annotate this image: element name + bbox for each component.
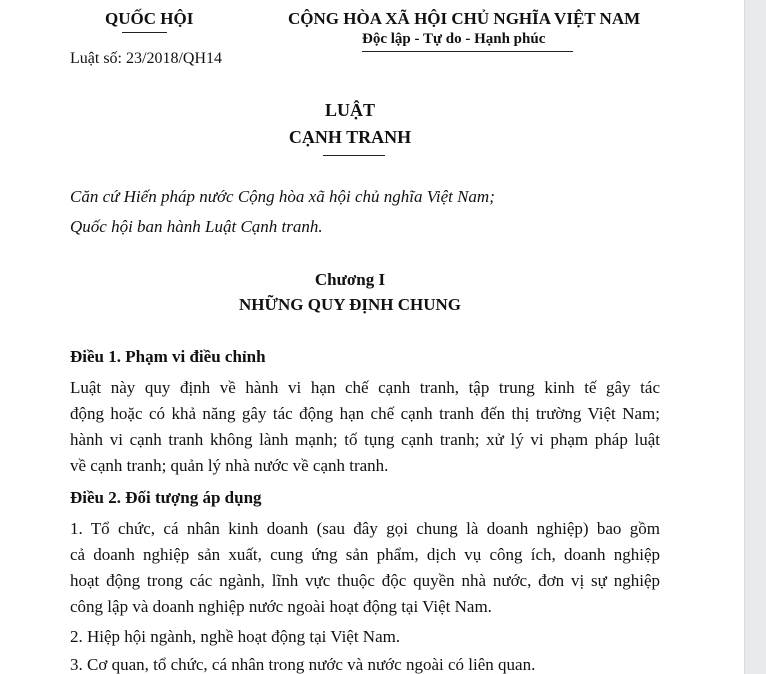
article-line: hoạt động trong các ngành, lĩnh vực thuộc độc quyền nhà nước, đơn vị sự nghiệp (70, 571, 660, 590)
issuer-name: QUỐC HỘI (105, 9, 194, 28)
document-subject: CẠNH TRANH (288, 127, 412, 147)
article-line: động hoặc có khả năng gây tác động hạn chế cạnh tranh đến thị trường Việt Nam; (70, 404, 660, 423)
article-body (70, 516, 660, 620)
document-type: LUẬT (324, 100, 375, 120)
law-number: Luật số: 23/2018/QH14 (70, 50, 222, 67)
article-item: 3. Cơ quan, tổ chức, cá nhân trong nước và nước ngoài có liên quan. (70, 655, 536, 674)
national-motto: Độc lập - Tự do - Hạnh phúc (362, 31, 546, 47)
article-line: 1. Tổ chức, cá nhân kinh doanh (sau đây gọi chung là doanh nghiệp) bao gồm (70, 519, 660, 538)
scrollbar-track[interactable] (744, 0, 766, 674)
article-heading: Điều 2. Đối tượng áp dụng (70, 488, 262, 507)
preamble-line: Quốc hội ban hành Luật Cạnh tranh. (70, 217, 323, 236)
article-heading: Điều 1. Phạm vi điều chỉnh (70, 347, 266, 366)
article-line: Luật này quy định về hành vi hạn chế cạnh tranh, tập trung kinh tế gây tác (70, 378, 660, 397)
article-line: cả doanh nghiệp sản xuất, cung ứng sản phẩm, dịch vụ công ích, doanh nghiệp (70, 545, 660, 564)
article-body (70, 375, 660, 479)
issuer-underline (122, 32, 167, 33)
article-line: hành vi cạnh tranh không lành mạnh; tố tụng cạnh tranh; xử lý vi phạm pháp luật (70, 430, 660, 449)
preamble-line: Căn cứ Hiến pháp nước Cộng hòa xã hội chủ nghĩa Việt Nam; (70, 187, 495, 206)
article-line: về cạnh tranh; quản lý nhà nước về cạnh tranh. (70, 456, 389, 475)
chapter-title: NHỮNG QUY ĐỊNH CHUNG (238, 295, 462, 314)
article-item: 2. Hiệp hội ngành, nghề hoạt động tại Việt Nam. (70, 627, 401, 646)
country-name: CỘNG HÒA XÃ HỘI CHỦ NGHĨA VIỆT NAM (288, 9, 641, 28)
article-line: công lập và doanh nghiệp nước ngoài hoạt động tại Việt Nam. (70, 597, 492, 616)
chapter-number: Chương I (314, 270, 386, 289)
motto-underline (362, 51, 573, 52)
subject-underline (323, 155, 385, 156)
